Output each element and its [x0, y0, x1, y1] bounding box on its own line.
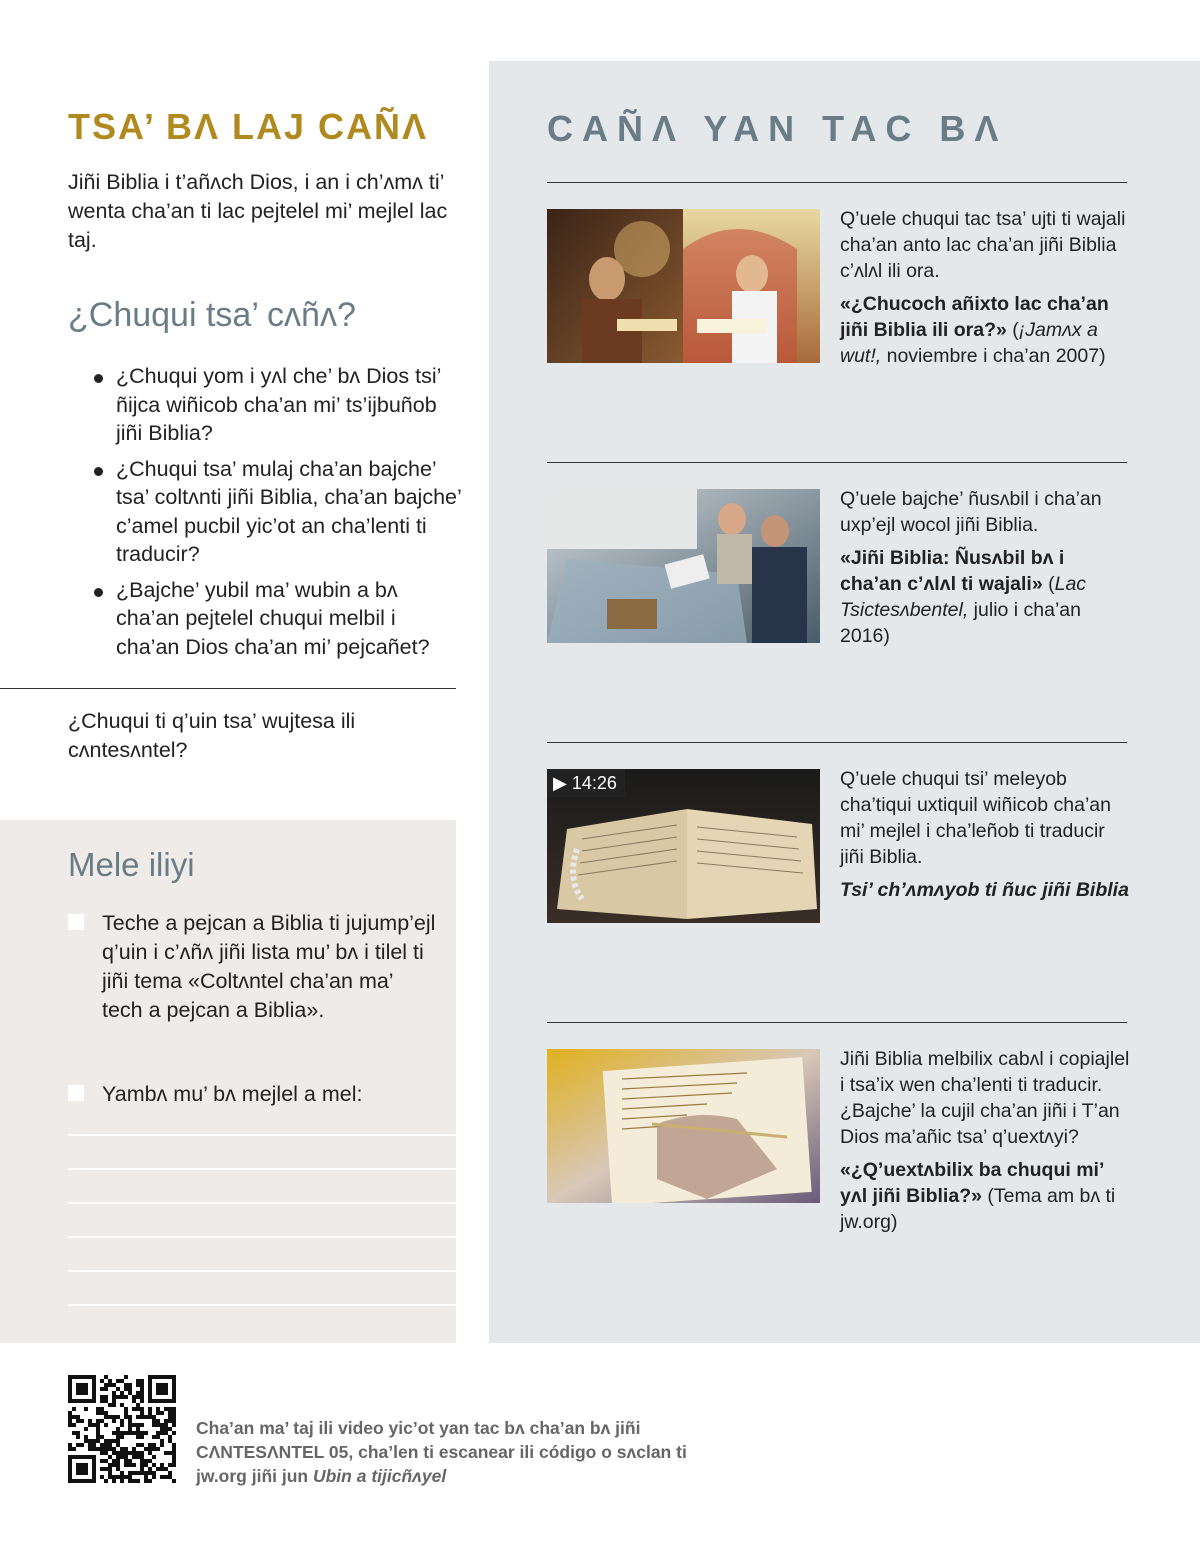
hand-writing-manuscript-photo[interactable] — [547, 1049, 820, 1203]
questions-list — [92, 362, 464, 668]
resource-text — [840, 766, 1130, 910]
writing-line[interactable] — [68, 1134, 456, 1136]
video-title[interactable]: Tsi’ ch’ʌmʌyob ti ñuc jiñi Biblia — [840, 879, 1129, 901]
todo-item-label: Yambʌ mu’ bʌ mejlel a mel: — [102, 1082, 363, 1106]
writing-line[interactable] — [68, 1304, 456, 1306]
section-divider — [0, 688, 456, 689]
resource-text — [840, 486, 1130, 656]
play-icon[interactable]: ▶ — [553, 773, 567, 793]
writing-line[interactable] — [68, 1168, 456, 1170]
question-item: ¿Chuqui tsa’ mulaj cha’an bajche’ tsa’ coltʌnti jiñi Biblia, cha’an bajche’ c’amel pucbil yic’ot an cha’lenti ti traducir? — [92, 455, 464, 569]
learn-more-heading: CAÑɅ YAN TAC BɅ — [547, 108, 1008, 149]
review-question: ¿Chuqui ti q’uin tsa’ wujtesa ili cʌntesʌntel? — [68, 709, 356, 762]
writing-line[interactable] — [68, 1236, 456, 1238]
resource-citation: «Jiñi Biblia: Ñusʌbil bʌ i cha’an c’ʌlʌl ti wajali» (Lac Tsictesʌbentel, julio i cha’an 2016) — [840, 547, 1087, 647]
question-item: ¿Bajche’ yubil ma’ wubin a bʌ cha’an pejtelel chuqui melbil i cha’an Dios cha’an mi’ pejcañet? — [92, 576, 464, 662]
resource-divider — [547, 742, 1127, 743]
resource-divider — [547, 182, 1127, 183]
resource-text — [840, 1046, 1130, 1242]
resource-citation — [840, 877, 1130, 903]
resource-description: Q’uele bajche’ ñusʌbil i cha’an uxp’ejl wocol jiñi Biblia. — [840, 488, 1102, 536]
app-name: Ubin a tijicñʌyel — [312, 1466, 447, 1486]
publication-name: Lac Tsictesʌbentel, — [840, 573, 1087, 621]
todo-item-other — [68, 1080, 438, 1109]
checkbox[interactable] — [68, 914, 84, 930]
resource-description: Q’uele chuqui tac tsa’ ujti ti wajali cha’an anto lac cha’an jiñi Biblia c’ʌlʌl ili ora. — [840, 208, 1126, 282]
resource-description: Jiñi Biblia melbilix cabʌl i copiajlel i tsa’ix wen cha’lenti ti traducir. ¿Bajche’ la cujil cha’an jiñi i T’an Dios ma’añic tsa’ q’uextʌyi? — [840, 1048, 1130, 1148]
resource-description: Q’uele chuqui tsi’ meleyob cha’tiqui uxtiquil wiñicob cha’an mi’ mejlel i cha’leñob ti traducir jiñi Biblia. — [840, 768, 1111, 868]
resource-title[interactable]: «Jiñi Biblia: Ñusʌbil bʌ i cha’an c’ʌlʌl ti wajali» — [840, 547, 1065, 595]
publication-name: ¡Jamʌx a wut!, — [840, 319, 1098, 367]
open-old-bible-video-thumbnail[interactable] — [547, 769, 820, 923]
writing-line[interactable] — [68, 1270, 456, 1272]
resource-title[interactable]: «¿Chucoch añixto lac cha’an jiñi Biblia ili ora?» — [840, 293, 1109, 341]
video-duration: 14:26 — [571, 773, 617, 793]
summary-heading: TSA’ BɅ LAJ CAÑɅ — [68, 106, 429, 147]
checkbox[interactable] — [68, 1085, 84, 1101]
resource-divider — [547, 1022, 1127, 1023]
writing-line[interactable] — [68, 1202, 456, 1204]
video-duration-badge — [547, 769, 625, 797]
museum-display-case-photo[interactable] — [547, 489, 820, 643]
resource-title[interactable]: «¿Q’uextʌbilix ba chuqui mi’ yʌl jiñi Biblia?» — [840, 1159, 1104, 1207]
resource-citation: «¿Chucoch añixto lac cha’an jiñi Biblia ili ora?» (¡Jamʌx a wut!, noviembre i cha’an 2007) — [840, 293, 1109, 367]
resource-text — [840, 206, 1130, 376]
todo-item-read-bible — [68, 909, 438, 1025]
scribe-and-reader-illustration[interactable] — [547, 209, 820, 363]
todo-heading: Mele iliyi — [68, 846, 195, 883]
todo-item-label: Teche a pejcan a Biblia ti jujump’ejl q’uin i c’ʌñʌ jiñi lista mu’ bʌ i tilel ti jiñi tema «Coltʌntel cha’an ma’ tech a pejcan a Biblia». — [102, 911, 436, 1022]
question-item: ¿Chuqui yom i yʌl che’ bʌ Dios tsi’ ñijca wiñicob cha’an mi’ ts’ijbuñob jiñi Biblia? — [92, 362, 464, 448]
footer-instructions: Cha’an ma’ taj ili video yic’ot yan tac bʌ cha’an bʌ jiñi CɅNTESɅNTEL 05, cha’len ti escanear ili código o sʌclan ti jw.org jiñi jun Ubin a tijicñʌyel — [196, 1418, 687, 1486]
qr-code[interactable] — [68, 1375, 176, 1483]
summary-intro: Jiñi Biblia i t’añʌch Dios, i an i ch’ʌmʌ ti’ wenta cha’an ti lac pejtelel mi’ mejlel lac taj. — [68, 170, 448, 252]
resource-citation: «¿Q’uextʌbilix ba chuqui mi’ yʌl jiñi Biblia?» (Tema am bʌ ti jw.org) — [840, 1159, 1116, 1233]
questions-heading: ¿Chuqui tsa’ cʌñʌ? — [68, 296, 356, 334]
resource-divider — [547, 462, 1127, 463]
